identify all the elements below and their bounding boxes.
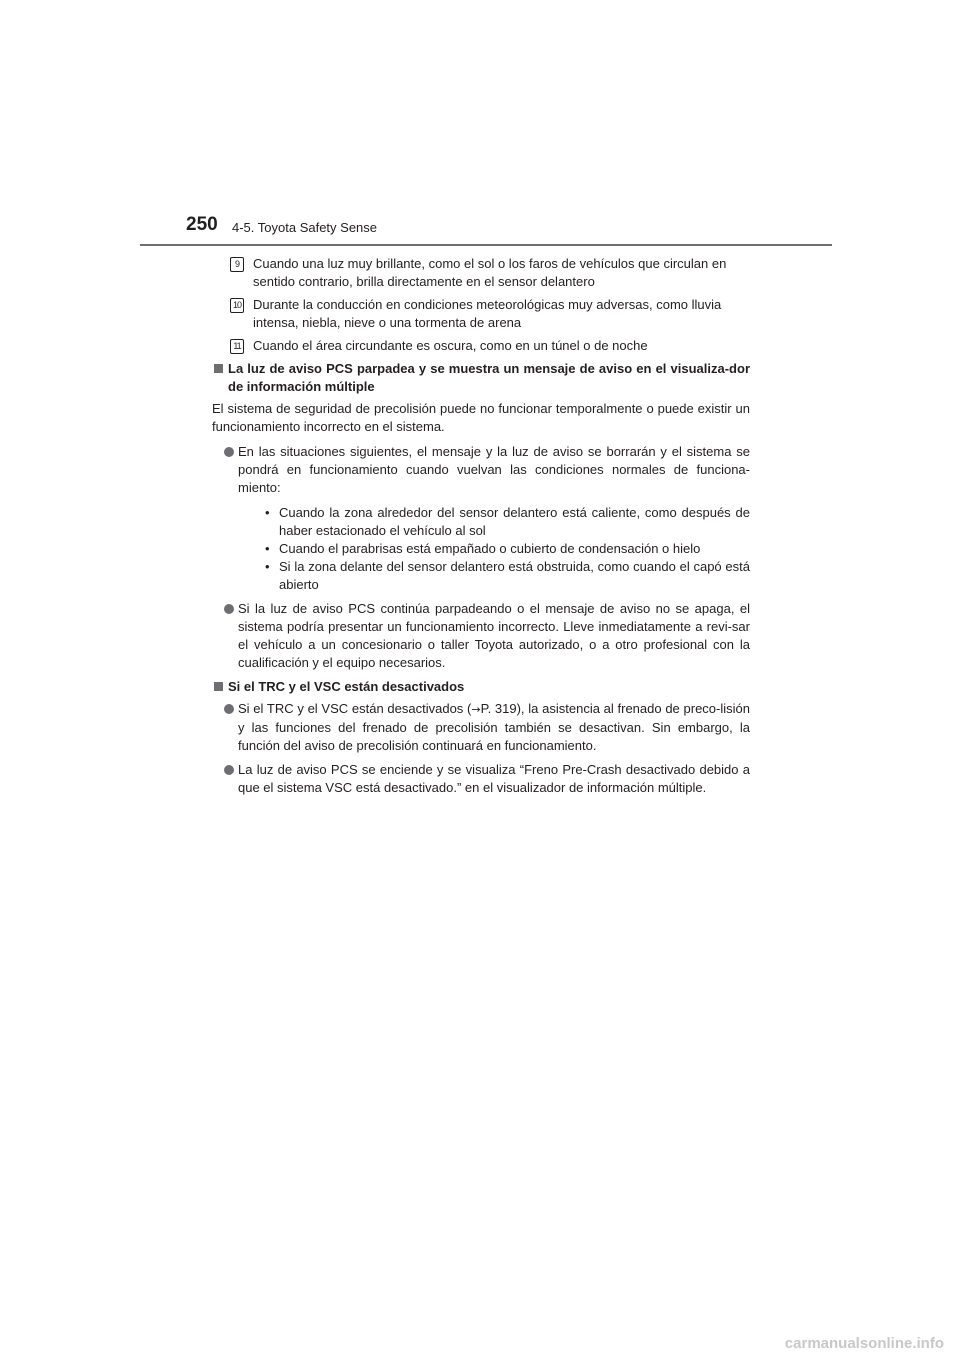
arrow-right-icon: → [471, 703, 481, 716]
section-heading-trc-vsc [212, 678, 750, 696]
page-number: 250 [186, 214, 218, 235]
circle-bullet-icon [224, 704, 234, 714]
dot-icon: • [265, 541, 270, 556]
sub-item-text: Si la zona delante del sensor delantero está obstruida, como cuando el capó está abierto [279, 559, 750, 592]
sub-list [238, 504, 750, 594]
numbered-item-9 [212, 255, 750, 291]
number-badge: 11 [230, 339, 244, 354]
number-badge: 10 [230, 298, 244, 313]
paragraph: El sistema de seguridad de precolisión puede no funcionar temporalmente o puede existir un funcionamiento incorrecto en el sistema. [212, 401, 750, 434]
number-badge: 9 [230, 257, 244, 272]
heading-text: La luz de aviso PCS parpadea y se muestra un mensaje de aviso en el visualiza-dor de información múltiple [228, 361, 750, 394]
bullet-text-part: Si el TRC y el VSC están desactivados ( [238, 701, 472, 716]
circle-bullet-icon [224, 765, 234, 775]
page-content [212, 255, 750, 803]
watermark: carmanualsonline.info [784, 1335, 944, 1352]
sub-item-text: Cuando la zona alrededor del sensor delantero está caliente, como después de haber estacionado el vehículo al sol [279, 505, 750, 538]
bullet-item [212, 700, 750, 755]
sub-item [238, 558, 750, 594]
numbered-item-text: Cuando una luz muy brillante, como el sol o los faros de vehículos que circulan en sentido contrario, brilla directamente en el sensor delantero [253, 256, 727, 289]
bullet-text: La luz de aviso PCS se enciende y se visualiza “Freno Pre-Crash desactivado debido a que el sistema VSC está desactivado.” en el visualizador de información múltiple. [238, 762, 750, 795]
circle-bullet-icon [224, 604, 234, 614]
page-reference-text: P. 319), la asistencia al frenado de preco-lisión y las funciones del frenado de precolisión también se desactivan. Sin embargo, la función del aviso de precolisión continuará en funcionamiento. [238, 701, 750, 753]
numbered-item-text: Cuando el área circundante es oscura, como en un túnel o de noche [253, 338, 648, 353]
square-bullet-icon [214, 682, 223, 691]
section-title: 4-5. Toyota Safety Sense [232, 220, 378, 235]
header-rule [140, 244, 832, 246]
section-heading-pcs-warning [212, 360, 750, 396]
circle-bullet-icon [224, 447, 234, 457]
bullet-item [212, 761, 750, 797]
sub-item [238, 540, 750, 558]
numbered-item-10 [212, 296, 750, 332]
sub-item-text: Cuando el parabrisas está empañado o cubierto de condensación o hielo [279, 541, 701, 556]
bullet-text: En las situaciones siguientes, el mensaje y la luz de aviso se borrarán y el sistema se pondrá en funcionamiento cuando vuelvan las condiciones normales de funciona-miento: [238, 444, 750, 495]
heading-text: Si el TRC y el VSC están desactivados [228, 679, 465, 694]
bullet-item [212, 443, 750, 594]
square-bullet-icon [214, 364, 223, 373]
bullet-item [212, 600, 750, 672]
sub-item [238, 504, 750, 540]
numbered-item-text: Durante la conducción en condiciones meteorológicas muy adversas, como lluvia intensa, niebla, nieve o una tormenta de arena [253, 297, 722, 330]
dot-icon: • [265, 559, 270, 574]
bullet-text: Si la luz de aviso PCS continúa parpadeando o el mensaje de aviso no se apaga, el sistema podría presentar un funcionamiento incorrecto. Lleve inmediatamente a revi-sar el vehículo a un concesionario o taller Toyota autorizado, o a otro profesional con la cualificación y el equipo necesarios. [238, 601, 750, 670]
numbered-item-11 [212, 337, 750, 355]
dot-icon: • [265, 505, 270, 520]
